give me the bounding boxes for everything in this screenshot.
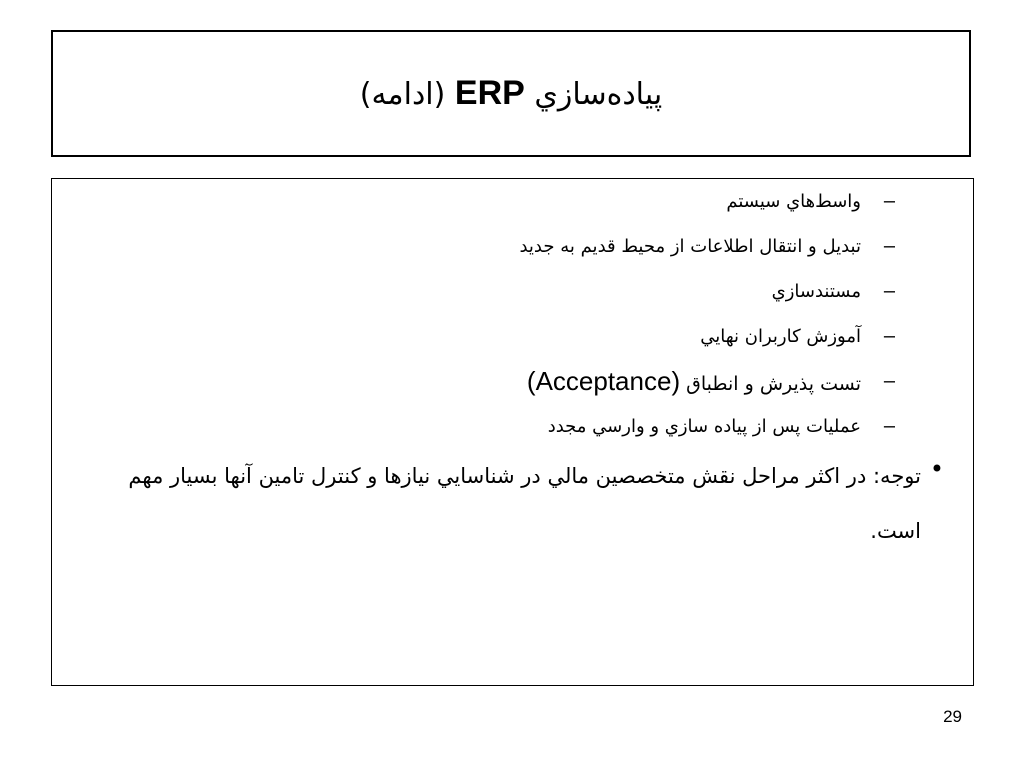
list-item xyxy=(519,224,895,269)
title-persian-suffix: (ادامه) xyxy=(359,77,446,112)
note-text: توجه: در اكثر مراحل نقش متخصصين مالي در شناسايي نيازها و كنترل تامين آنها بسيار مهم است. xyxy=(128,464,921,543)
dash-marker: – xyxy=(883,325,895,347)
slide-title xyxy=(360,74,662,113)
bullet-dot-icon: • xyxy=(929,455,945,483)
dash-marker: – xyxy=(883,415,895,437)
list-item-text: عمليات پس از پياده سازي و وارسي مجدد xyxy=(547,416,861,437)
list-item xyxy=(519,179,895,224)
list-item-text: آموزش كاربران نهايي xyxy=(700,326,861,347)
dash-marker: – xyxy=(883,190,895,212)
page-number: 29 xyxy=(943,707,962,726)
content-box xyxy=(51,178,974,686)
list-item-text: مستندسازي xyxy=(771,281,861,302)
dash-marker: – xyxy=(883,280,895,302)
list-item-text: تبديل و انتقال اطلاعات از محيط قديم به جديد xyxy=(519,236,861,257)
list-item xyxy=(519,359,895,404)
list-item xyxy=(519,404,895,449)
dash-marker: – xyxy=(883,370,895,392)
list-item xyxy=(519,314,895,359)
note-bullet xyxy=(73,449,953,559)
list-item xyxy=(519,269,895,314)
list-item-text-latin: (Acceptance) xyxy=(526,366,681,396)
title-box xyxy=(51,30,971,157)
list-item-text xyxy=(527,366,861,397)
title-erp: ERP xyxy=(454,74,525,112)
title-persian-prefix: پیاده‌سازي xyxy=(534,77,663,112)
sub-list xyxy=(519,179,895,449)
list-item-text-persian: تست پذيرش و انطباق xyxy=(686,373,861,395)
list-item-text: واسط‌هاي سيستم xyxy=(726,191,861,212)
dash-marker: – xyxy=(883,235,895,257)
